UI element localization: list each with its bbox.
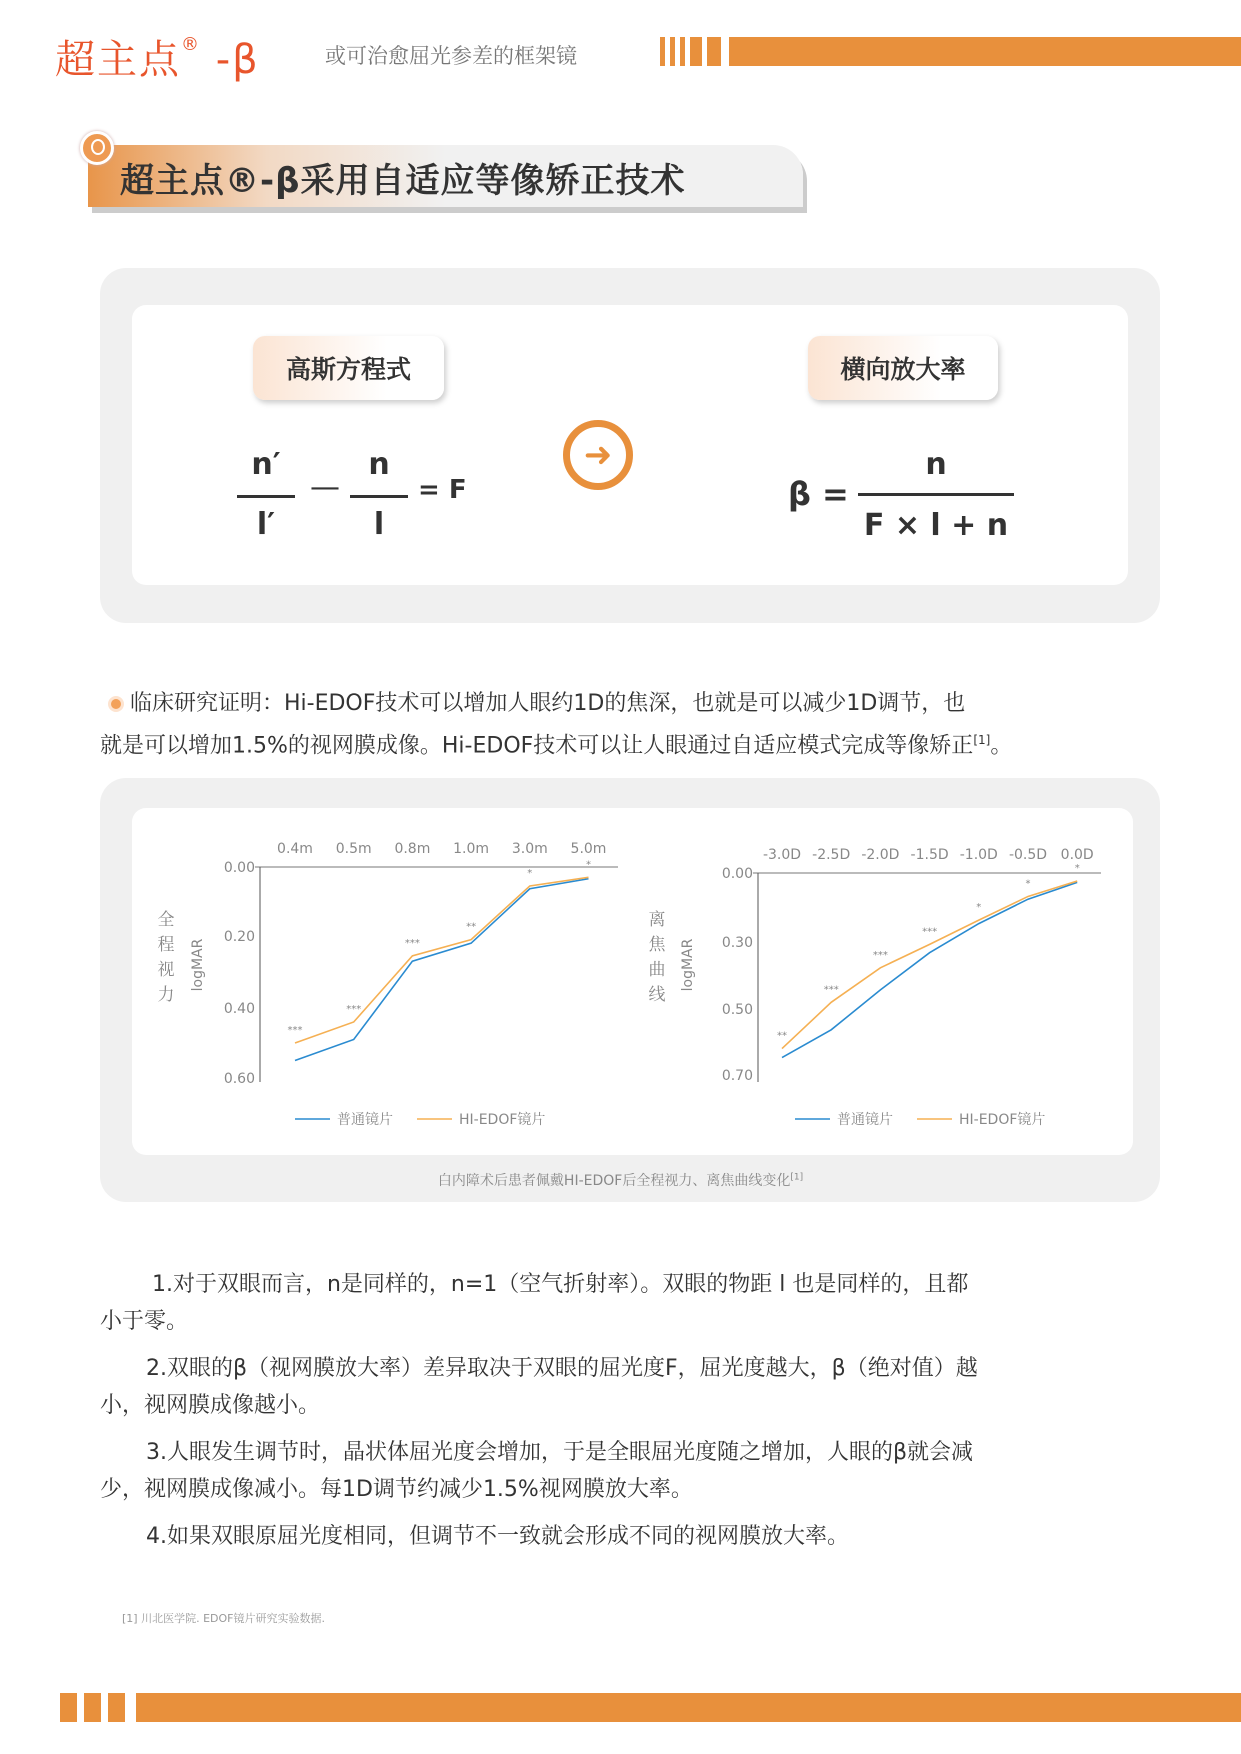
y-tick-label: 0.60 — [223, 1071, 255, 1087]
point-item — [100, 1434, 1160, 1508]
x-tick-label: 0.4m — [277, 841, 313, 857]
footer-stripe — [108, 1693, 125, 1722]
significance-mark: *** — [287, 1025, 303, 1036]
y-tick-label: 0.00 — [721, 866, 753, 882]
y-tick-label: 0.30 — [721, 935, 753, 951]
legend-label: 普通镜片 — [337, 1112, 393, 1128]
chart-title-char: 程 — [157, 935, 175, 955]
point-line: 小于零。 — [100, 1309, 189, 1334]
point-item — [100, 1350, 1160, 1424]
footer-stripe — [60, 1693, 77, 1722]
header-stripe — [690, 37, 702, 66]
significance-mark: *** — [823, 984, 839, 996]
full-range-vision-chart — [130, 820, 630, 1140]
x-tick-label: -0.5D — [1008, 847, 1048, 863]
gauss-equation-label: 高斯方程式 — [253, 336, 444, 400]
series-line-1 — [782, 881, 1077, 1049]
footnote: [1] 川北医学院. EDOF镜片研究实验数据. — [122, 1612, 325, 1625]
significance-mark: * — [976, 902, 982, 914]
point-line: 3.人眼发生调节时，晶状体屈光度会增加，于是全眼屈光度随之增加，人眼的β就会减 — [146, 1440, 974, 1465]
x-tick-label: -1.0D — [959, 847, 998, 863]
y-tick-label: 0.70 — [721, 1068, 753, 1084]
intro-line: 临床研究证明：Hi-EDOF技术可以增加人眼约1D的焦深，也就是可以减少1D调节，也 — [130, 691, 966, 716]
significance-mark: ** — [777, 1030, 787, 1042]
eq-denominator: l — [373, 507, 385, 542]
eq-minus: — — [310, 470, 340, 505]
x-tick-label: 1.0m — [453, 841, 490, 857]
chart-title-char: 全 — [157, 910, 175, 930]
brand-logo: 超主点® -β — [55, 34, 260, 83]
beta-lhs: β = — [788, 475, 849, 513]
point-line: 4.如果双眼原屈光度相同，但调节不一致就会形成不同的视网膜放大率。 — [146, 1524, 849, 1549]
eq-numerator: n′ — [251, 447, 281, 482]
header-stripe — [707, 37, 721, 66]
x-tick-label: 3.0m — [511, 841, 548, 857]
fraction-bar — [350, 495, 408, 498]
x-tick-label: 5.0m — [570, 841, 607, 857]
x-tick-label: -2.5D — [812, 847, 851, 863]
x-tick-label: -3.0D — [762, 847, 802, 863]
eq-rhs: = F — [418, 475, 467, 505]
point-line: 小，视网膜成像越小。 — [100, 1393, 321, 1418]
chart-title-char: 视 — [157, 960, 175, 980]
citation: [1] — [973, 733, 991, 747]
chart-title-char: 线 — [648, 985, 666, 1005]
header-stripe — [660, 37, 665, 66]
arrow-right-circle-icon: ➜ — [563, 420, 633, 490]
fraction-bar — [858, 493, 1014, 496]
significance-mark: * — [527, 867, 533, 879]
intro-line: 就是可以增加1.5%的视网膜成像。Hi-EDOF技术可以让人眼通过自适应模式完成等像矫正 — [100, 733, 974, 759]
significance-mark: *** — [922, 926, 938, 938]
x-tick-label: 0.5m — [335, 841, 372, 857]
footer-stripe — [84, 1693, 101, 1722]
citation: [1] — [790, 1172, 804, 1183]
chart-title-char: 曲 — [648, 960, 666, 980]
point-line: 1.对于双眼而言，n是同样的，n=1（空气折射率）。双眼的物距 l 也是同样的，且都 — [152, 1272, 969, 1297]
chart-title-char: 离 — [648, 910, 666, 930]
defocus-curve-chart — [630, 820, 1130, 1140]
lateral-magnification-label: 横向放大率 — [808, 336, 998, 400]
intro-paragraph — [100, 685, 1160, 764]
x-tick-label: 0.0D — [1060, 847, 1094, 863]
significance-mark: *** — [346, 1004, 362, 1015]
y-tick-label: 0.20 — [223, 929, 255, 945]
chart-caption — [0, 1170, 1241, 1190]
y-axis-label: logMAR — [680, 938, 696, 992]
series-line-1 — [295, 877, 589, 1043]
beta-denominator: F × l + n — [863, 508, 1009, 543]
intro-end: 。 — [990, 733, 1013, 759]
header-bar — [729, 37, 1241, 66]
series-line-0 — [295, 879, 589, 1061]
significance-mark: *** — [404, 937, 420, 949]
x-tick-label: 0.8m — [394, 841, 431, 857]
legend-label: HI-EDOF镜片 — [459, 1112, 546, 1128]
eq-numerator: n — [368, 447, 390, 482]
significance-mark: * — [1074, 863, 1080, 875]
significance-mark: *** — [872, 949, 888, 961]
y-axis-label: logMAR — [190, 938, 206, 992]
legend-label: 普通镜片 — [837, 1112, 893, 1128]
point-line: 2.双眼的β（视网膜放大率）差异取决于双眼的屈光度F，屈光度越大，β（绝对值）越 — [146, 1356, 978, 1381]
chart-title-char: 焦 — [648, 935, 666, 955]
eq-denominator: l′ — [256, 507, 276, 542]
legend-label: HI-EDOF镜片 — [959, 1112, 1046, 1128]
x-tick-label: -1.5D — [910, 847, 949, 863]
caption-text: 白内障术后患者佩戴HI-EDOF后全程视力、离焦曲线变化 — [437, 1173, 791, 1189]
header-stripe — [670, 37, 675, 66]
y-tick-label: 0.00 — [223, 860, 255, 876]
points-list — [100, 1266, 1160, 1555]
tagline: 或可治愈屈光参差的框架镜 — [325, 44, 577, 68]
y-tick-label: 0.40 — [223, 1001, 255, 1017]
footer-bar — [136, 1693, 1241, 1722]
banner-dot-icon — [80, 131, 114, 165]
y-tick-label: 0.50 — [721, 1002, 753, 1018]
significance-mark: ** — [466, 921, 477, 933]
beta-numerator: n — [925, 447, 947, 482]
point-line: 少，视网膜成像减小。每1D调节约减少1.5%视网膜放大率。 — [100, 1477, 693, 1502]
series-line-0 — [782, 882, 1077, 1057]
x-tick-label: -2.0D — [861, 847, 900, 863]
section-title: 超主点®-β采用自适应等像矫正技术 — [120, 161, 686, 201]
fraction-bar — [237, 495, 295, 498]
point-item — [100, 1518, 1160, 1555]
chart-title-char: 力 — [157, 985, 175, 1005]
header-stripe — [680, 37, 685, 66]
point-item — [100, 1266, 1160, 1340]
significance-mark: * — [1025, 878, 1031, 890]
significance-mark: * — [586, 859, 591, 871]
